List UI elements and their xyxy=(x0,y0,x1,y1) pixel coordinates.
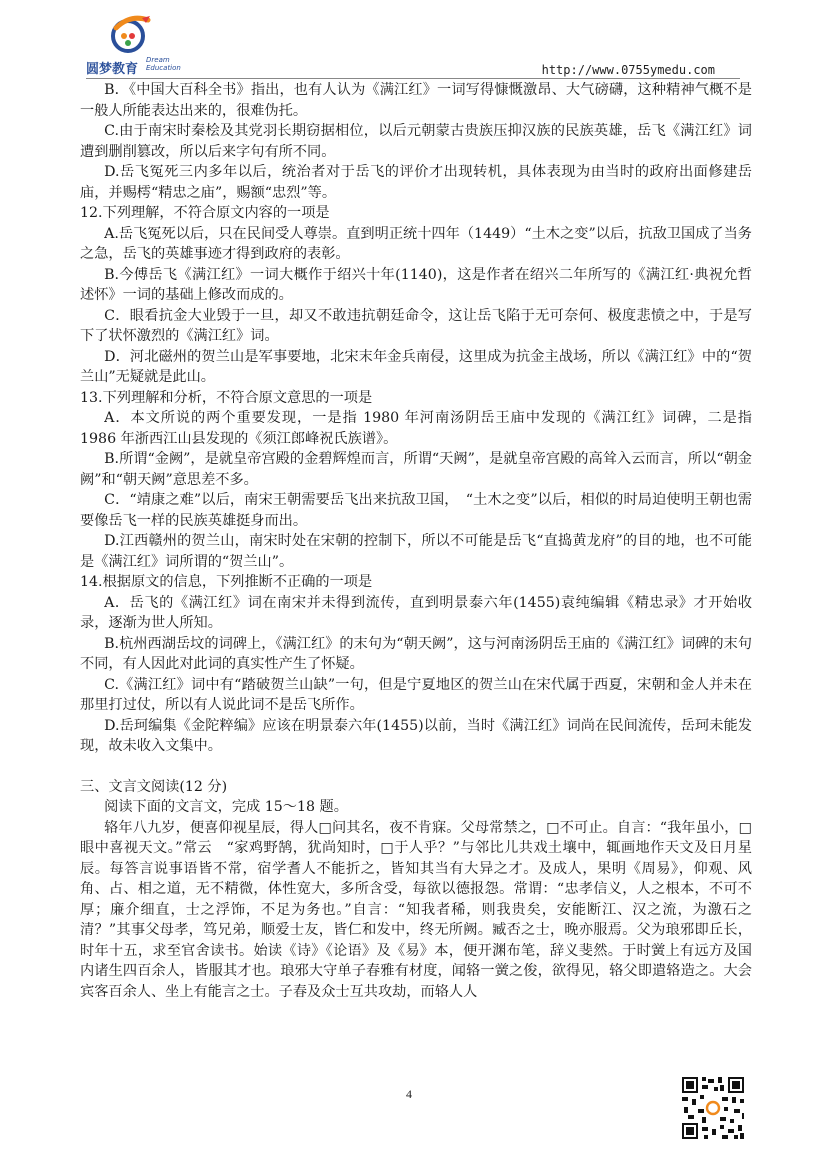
logo-subtext-2: Education xyxy=(146,64,181,72)
classical-text-paragraph: 辂年八九岁，便喜仰视星辰，得人□问其名，夜不肯寐。父母常禁之，□不可止。自言：“我年虽小，□眼中喜视天文。”常云 “家鸡野鹄，犹尚知时，□于人乎？”与邻比儿共戏土壤中，辄画地作天文及日月星辰。每答言说事语皆不常，宿学耆人不能折之，皆知其当有大异之才。及成人，果明《周易》，仰观、风角、占、相之道，无不精微，体性宽大，多所含受，每欲以德报怨。常谓：“忠孝信义，人之根本，不可不厚；廉介细直，士之浮饰，不足为务也。”自言：“知我者稀，则我贵矣，安能断江、汉之流，为激石之清？”其事父母孝，笃兄弟，顺爱士友，皆仁和发中，终无所阙。臧否之士，晚亦服焉。父为琅邪即丘长，时年十五，求至官舍读书。始读《诗》《论语》及《易》本，便开渊布笔，辞义斐然。于时黉上有远方及国内诸生四百余人，皆服其才也。琅邪大守单子春雅有材度，闻辂一黉之俊，欲得见，辂父即遣辂造之。大会宾客百余人、坐上有能言之士。子春及众士互共攻劫，而辂人人 xyxy=(80,819,752,1000)
option-paragraph: B.杭州西湖岳坟的词碑上，《满江红》的末句为“朝天阙”，这与河南汤阴岳王庙的《满江红》词碑的末句不同，有人因此对此词的真实性产生了怀疑。 xyxy=(80,635,752,672)
option-paragraph: C．“靖康之难”以后，南宋王朝需要岳飞出来抗敌卫国， “土木之变”以后，相似的时局迫使明王朝也需要像岳飞一样的民族英雄挺身而出。 xyxy=(80,492,752,529)
header-divider xyxy=(86,78,740,79)
logo-subtext-1: Dream xyxy=(146,56,170,64)
option-paragraph: C.由于南宋时秦桧及其党羽长期窃据相位，以后元朝蒙古贵族压抑汉族的民族英雄，岳飞《满江红》词遭到删削篡改，所以后来字句有所不同。 xyxy=(80,123,752,160)
instruction-paragraph: 阅读下面的文言文，完成 15～18 题。 xyxy=(104,799,348,815)
option-paragraph: D．河北磁州的贺兰山是军事要地，北宋末年金兵南侵，这里成为抗金主战场，所以《满江红》中的“贺兰山”无疑就是此山。 xyxy=(80,348,752,385)
section-spacer xyxy=(80,757,752,777)
question-heading: 14.根据原文的信息，下列推断不正确的一项是 xyxy=(80,574,373,590)
option-paragraph: A．本文所说的两个重要发现，一是指 1980 年河南汤阴岳王庙中发现的《满江红》词碑，二是指 1986 年浙西江山县发现的《须江郎峰祝氏族谱》。 xyxy=(80,410,752,447)
option-paragraph: C．眼看抗金大业毁于一旦，却又不敢违抗朝廷命令，这让岳飞陷于无可奈何、极度悲愤之中，于是写下了状怀激烈的《满江红》词。 xyxy=(80,307,752,344)
logo-mark-icon xyxy=(108,12,152,56)
option-paragraph: D.江西赣州的贺兰山，南宋时处在宋朝的控制下，所以不可能是岳飞“直捣黄龙府”的目的地，也不可能是《满江红》词所谓的“贺兰山”。 xyxy=(80,533,752,570)
option-paragraph: B．《中国大百科全书》指出，也有人认为《满江红》一词写得慷慨激昂、大气磅礴，这种精神气概不是一般人所能表达出来的，很难伪托。 xyxy=(80,82,752,119)
document-body xyxy=(80,80,752,1002)
option-paragraph: B.今傅岳飞《满江红》一词大概作于绍兴十年(1140)，这是作者在绍兴二年所写的《满江红·典祝允哲述怀》一词的基础上修改而成的。 xyxy=(80,266,752,303)
question-heading: 12.下列理解，不符合原文内容的一项是 xyxy=(80,205,330,221)
logo-text: 圆梦教育 xyxy=(86,62,139,77)
logo-subtext xyxy=(146,56,181,72)
header-url: http://www.0755ymedu.com xyxy=(541,63,715,77)
section-heading: 三、文言文阅读(12 分) xyxy=(80,778,228,795)
option-paragraph: A.岳飞冤死以后，只在民间受人尊崇。直到明正统十四年（1449）“土木之变”以后，抗敌卫国成了当务之急，岳飞的英雄事迹才得到政府的表彰。 xyxy=(80,225,752,262)
page-number: 4 xyxy=(406,1087,412,1101)
qr-code-icon xyxy=(680,1075,746,1141)
question-heading: 13.下列理解和分析，不符合原文意思的一项是 xyxy=(80,389,373,406)
option-paragraph: D.岳飞冤死三内多年以后，统治者对于岳飞的评价才出现转机，具体表现为由当时的政府出面修建岳庙，并赐樗“精忠之庙”，赐额“忠烈”等。 xyxy=(80,164,752,201)
option-paragraph: C.《满江红》词中有“踏破贺兰山缺”一句，但是宁夏地区的贺兰山在宋代属于西夏，宋朝和金人并未在那里打过仗，所以有人说此词不是岳飞所作。 xyxy=(80,676,752,713)
option-paragraph: B.所谓“金阙”，是就皇帝宫殿的金碧辉煌而言，所谓“天阙”，是就皇帝宫殿的高耸入云而言，所以“朝金阙”和“朝天阙”意思差不多。 xyxy=(80,451,752,488)
option-paragraph: D.岳珂编集《金陀粹编》应该在明景泰六年(1455)以前，当时《满江红》词尚在民间流传，岳珂未能发现，故未收入文集中。 xyxy=(80,717,752,754)
header-logo xyxy=(86,12,181,77)
option-paragraph: A．岳飞的《满江红》词在南宋并未得到流传，直到明景泰六年(1455)袁纯编辑《精忠录》才开始收录，逐渐为世人所知。 xyxy=(80,594,752,631)
